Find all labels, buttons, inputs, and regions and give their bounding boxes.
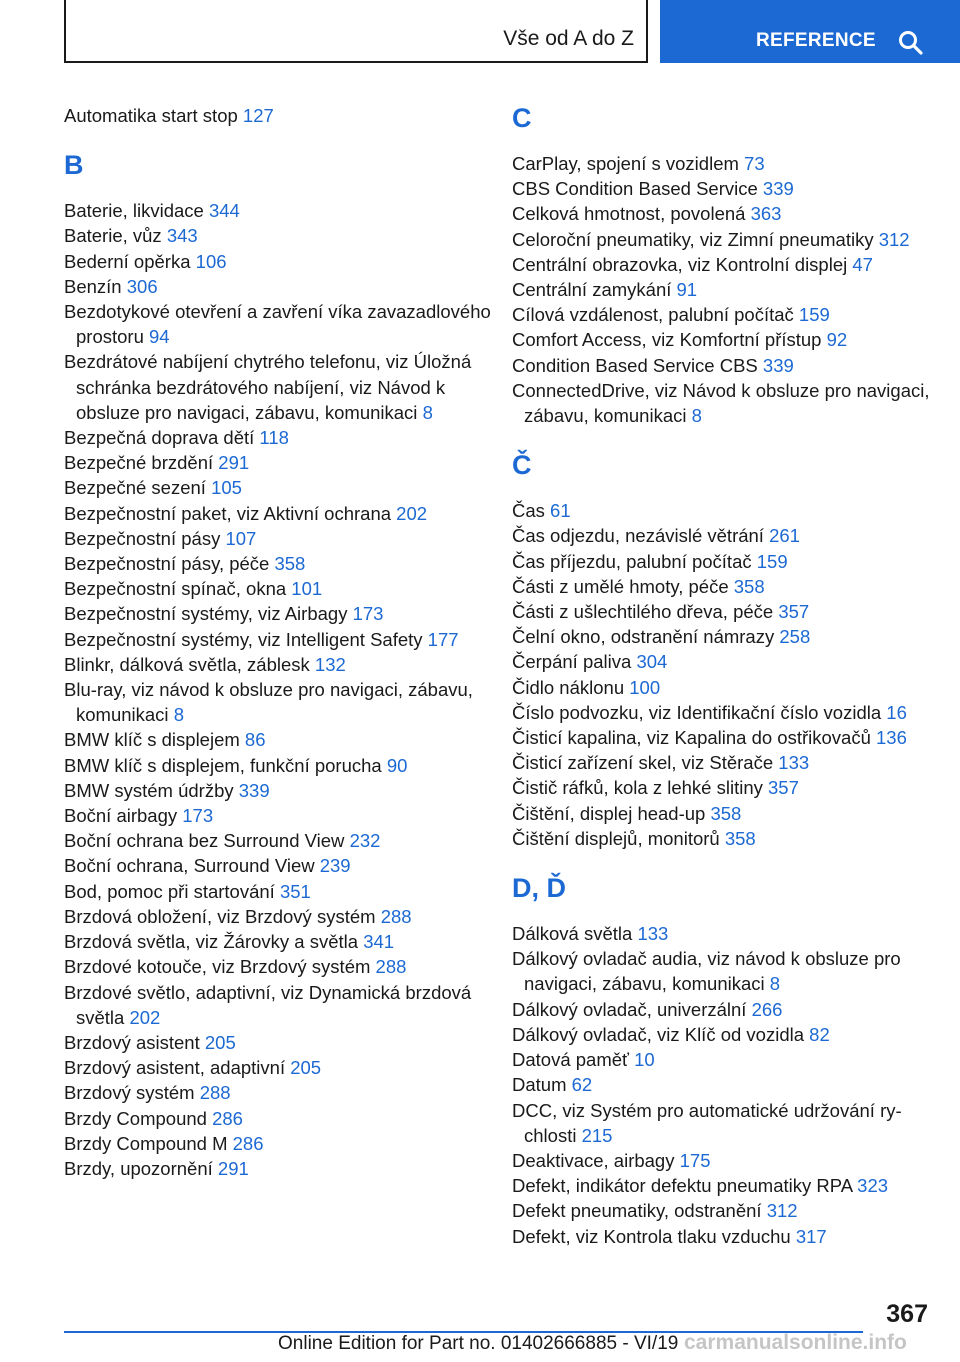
index-entry (512, 1198, 942, 1223)
index-entry-text: Boční ochrana bez Surround View (64, 830, 350, 852)
index-entry (512, 1098, 942, 1148)
reference-tab[interactable] (660, 0, 960, 63)
index-entry (512, 1072, 942, 1097)
section-letter: Č (512, 450, 532, 481)
page-reference-link[interactable]: 205 (290, 1057, 322, 1079)
index-entry (64, 103, 494, 128)
index-entry-text: Bezpečnostní pásy, péče (64, 553, 275, 575)
index-entry-text: Defekt, viz Kontrola tlaku vzduchu (512, 1225, 796, 1247)
index-entry (512, 675, 942, 700)
page-reference-link[interactable]: 86 (244, 729, 266, 751)
index-entry-text: Číslo podvozku, viz Identifikační číslo vozidla (512, 701, 887, 723)
index-entry (64, 879, 494, 904)
page-reference-link[interactable]: 363 (750, 203, 782, 225)
page-reference-link[interactable]: 258 (779, 626, 811, 648)
index-entry-text: Čištění displejů, monitorů (512, 827, 725, 849)
index-entry (512, 649, 942, 674)
index-entry-text: BMW klíč s displejem, funkční porucha (64, 754, 387, 776)
index-entry (64, 853, 494, 878)
index-entry (512, 1224, 942, 1249)
index-entry (512, 378, 942, 428)
index-entry (512, 327, 942, 352)
reference-tab-label: REFERENCE (756, 30, 876, 51)
index-entry-text: Brzdové kotouče, viz Brzdový systém (64, 956, 376, 978)
index-entry-text: Bod, pomoc při startování (64, 880, 280, 902)
page-reference-link[interactable]: 62 (571, 1074, 593, 1096)
page-reference-link[interactable]: 127 (242, 105, 274, 126)
index-entry-text: Bezpečnostní paket, viz Aktivní ochrana (64, 502, 397, 524)
index-entry (512, 353, 942, 378)
index-entry-text: BMW klíč s displejem (64, 729, 245, 751)
index-entry (64, 1030, 494, 1055)
page-reference-link[interactable]: 8 (173, 704, 184, 726)
page-reference-link[interactable]: 16 (886, 701, 907, 723)
page-reference-link[interactable]: 317 (795, 1225, 827, 1247)
page-reference-link[interactable]: 205 (204, 1031, 236, 1053)
page-reference-link[interactable]: 357 (768, 777, 799, 799)
page-reference-link[interactable]: 339 (238, 779, 270, 801)
index-entry (64, 1055, 494, 1080)
index-entry-text: Čidlo náklonu (512, 676, 630, 698)
watermark: carmanualsonline.info (684, 1331, 907, 1354)
page-reference-link[interactable]: 288 (380, 905, 412, 927)
page-reference-link[interactable]: 173 (352, 603, 384, 625)
page-reference-link[interactable]: 173 (182, 805, 214, 827)
index-column-left (64, 103, 494, 1181)
page-reference-link[interactable]: 90 (386, 754, 408, 776)
index-entry (64, 652, 494, 677)
index-entry (64, 980, 494, 1030)
index-entry-text: Dálkový ovladač, viz Klíč od vozidla (512, 1023, 810, 1045)
index-entry-text: Automatika start stop (64, 105, 243, 126)
page-reference-link[interactable]: 291 (217, 1157, 249, 1179)
index-entry-text: Bezpečnostní systémy, viz Intelligent Safety (64, 628, 428, 650)
page-reference-link[interactable]: 159 (798, 304, 830, 326)
index-entry-text: Brzdy Compound (64, 1107, 213, 1129)
index-entry-text: Boční ochrana, Surround View (64, 855, 320, 877)
page-reference-link[interactable]: 304 (636, 651, 668, 673)
page-reference-link[interactable]: 118 (259, 427, 289, 449)
index-entry-text: CarPlay, spojení s vozidlem (512, 153, 745, 174)
page-reference-link[interactable]: 202 (396, 502, 428, 524)
index-entry (64, 475, 494, 500)
page-reference-link[interactable]: 8 (769, 973, 781, 995)
page-reference-link[interactable]: 133 (637, 923, 669, 945)
page-reference-link[interactable]: 261 (769, 525, 800, 547)
index-entry (512, 826, 942, 851)
index-entry (64, 299, 494, 349)
page-reference-link[interactable]: 159 (756, 550, 788, 572)
index-entry-text: DCC, viz Systém pro automatické udržování rychlosti (512, 1099, 902, 1146)
index-entry-text: Čištění, displej head-up (512, 802, 711, 824)
page-reference-link[interactable]: 339 (762, 354, 794, 376)
index-entry-text: Blinkr, dálková světla, záblesk (64, 653, 315, 675)
index-entry (512, 498, 942, 523)
index-entry (512, 1047, 942, 1072)
index-entry (512, 700, 942, 725)
index-entry-text: Bezpečnostní spínač, okna (64, 578, 292, 600)
index-entry-text: Bezpečnostní pásy (64, 527, 226, 549)
index-entry-text: BMW systém údržby (64, 779, 239, 801)
index-entry (512, 921, 942, 946)
page-reference-link[interactable]: 175 (679, 1149, 711, 1171)
index-entry (512, 227, 942, 252)
index-entry (512, 1148, 942, 1173)
page-reference-link[interactable]: 341 (363, 931, 395, 953)
page-reference-link[interactable]: 136 (876, 727, 907, 749)
page-reference-link[interactable]: 101 (291, 578, 323, 600)
index-entry (512, 252, 942, 277)
index-entry (64, 601, 494, 626)
page-reference-link[interactable]: 239 (319, 855, 351, 877)
edition-text: Online Edition for Part no. 01402666885 - VI/19 (278, 1333, 679, 1354)
index-entry-text: Comfort Access, viz Komfortní přístup (512, 329, 827, 351)
index-entry-text: Dálkový ovladač audia, viz návod k obsluze pro navigaci, zábavu, komunikaci (512, 948, 901, 995)
index-entry (512, 523, 942, 548)
page-reference-link[interactable]: 94 (149, 326, 170, 348)
page-number: 367 (886, 1300, 928, 1328)
index-entry (512, 201, 942, 226)
index-entry-text: Čas příjezdu, palubní počítač (512, 550, 757, 572)
page-reference-link[interactable]: 339 (762, 178, 794, 200)
index-entry-text: Defekt, indikátor defektu pneumatiky RPA (512, 1175, 858, 1197)
page-reference-link[interactable]: 344 (208, 200, 240, 222)
index-entry (512, 946, 942, 996)
index-entry-text: Bezpečnostní systémy, viz Airbagy (64, 603, 353, 625)
index-entry (512, 277, 942, 302)
page-reference-link[interactable]: 107 (225, 527, 257, 549)
index-entry-text: Centrální obrazovka, viz Kontrolní displej (512, 253, 853, 275)
index-entry-text: Bezdrátové nabíjení chytrého telefonu, viz Úložná schránka bezdrátového nabíjení, viz Návod k obsluze pro navigaci, zábavu, komunikaci (64, 351, 472, 423)
page-reference-link[interactable]: 8 (691, 405, 702, 427)
index-entry (64, 450, 494, 475)
index-entry-text: Centrální zamykání (512, 279, 677, 301)
index-entry-text: ConnectedDrive, viz Návod k obsluze pro navigaci, zábavu, komunikaci (512, 379, 930, 427)
index-entry-text: Celková hmotnost, povolená (512, 203, 751, 225)
index-entry-text: Boční airbagy (64, 805, 183, 827)
index-entry-text: Cílová vzdálenost, palubní počítač (512, 304, 799, 326)
index-entry-text: Condition Based Service CBS (512, 354, 763, 376)
index-entry-text: Bezpečné sezení (64, 477, 212, 499)
index-entry-text: Brzdy Compound M (64, 1132, 233, 1154)
page-reference-link[interactable]: 132 (314, 653, 346, 675)
index-entry-text: Bezdotykové otevření a zavření víka zavazadlového prostoru (64, 301, 491, 348)
page-reference-link[interactable]: 10 (634, 1049, 655, 1071)
page-reference-link[interactable]: 343 (166, 225, 198, 247)
page-reference-link[interactable]: 106 (195, 250, 227, 272)
page-reference-link[interactable]: 358 (733, 575, 765, 597)
index-column-right (512, 103, 942, 1249)
index-entry (512, 599, 942, 624)
index-entry-text: Celoroční pneumatiky, viz Zimní pneumatiky (512, 228, 879, 250)
index-entry (64, 627, 494, 652)
index-entry-text: Datová paměť (512, 1049, 635, 1071)
index-entry-text: Brzdové světlo, adaptivní, viz Dynamická brzdová světla (64, 981, 472, 1028)
index-entry (512, 725, 942, 750)
index-entry-text: Bezpečné brzdění (64, 452, 219, 474)
index-entry-text: Čisticí zařízení skel, viz Stěrače (512, 752, 779, 774)
index-entry (64, 349, 494, 425)
page-reference-link[interactable]: 47 (852, 253, 873, 275)
page-reference-link[interactable]: 73 (744, 153, 765, 174)
index-entry (64, 954, 494, 979)
index-entry (64, 249, 494, 274)
index-entry (64, 1156, 494, 1181)
index-entry (64, 1080, 494, 1105)
index-entry (512, 302, 942, 327)
index-entry (64, 501, 494, 526)
index-entry (512, 775, 942, 800)
index-entry-text: Dálková světla (512, 923, 638, 945)
index-entry (512, 574, 942, 599)
index-entry (64, 425, 494, 450)
index-entry (64, 1131, 494, 1156)
page-reference-link[interactable]: 351 (279, 880, 311, 902)
page-reference-link[interactable]: 357 (778, 601, 810, 623)
index-entry-text: Části z umělé hmoty, péče (512, 575, 734, 597)
index-entry-text: Čerpání paliva (512, 651, 637, 673)
index-entry-text: Brzdová světla, viz Žárovky a světla (64, 931, 364, 953)
index-entry (64, 551, 494, 576)
index-entry (64, 274, 494, 299)
page-reference-link[interactable]: 232 (349, 830, 381, 852)
header-section-box (64, 0, 648, 63)
index-entry-text: Čistič ráfků, kola z lehké slitiny (512, 777, 769, 799)
page-reference-link[interactable]: 100 (629, 676, 661, 698)
index-entry-text: Benzín (64, 275, 127, 297)
page-reference-link[interactable]: 215 (581, 1124, 613, 1146)
index-entry-text: Části z ušlechtilého dřeva, péče (512, 601, 779, 623)
index-entry (64, 727, 494, 752)
index-entry-text: Brzdový asistent (64, 1031, 205, 1053)
page-reference-link[interactable]: 61 (550, 500, 571, 522)
page-reference-link[interactable]: 91 (676, 279, 698, 301)
index-entry-text: Brzdová obložení, viz Brzdový systém (64, 905, 381, 927)
index-entry (64, 929, 494, 954)
index-entry-text: Bederní opěrka (64, 250, 196, 272)
index-entry-text: Bezpečná doprava dětí (64, 427, 260, 449)
page-reference-link[interactable]: 323 (857, 1175, 889, 1197)
index-entry-text: CBS Condition Based Service (512, 178, 763, 200)
page-reference-link[interactable]: 358 (710, 802, 742, 824)
page-reference-link[interactable]: 358 (724, 827, 756, 849)
index-entry-text: Čisticí kapalina, viz Kapalina do ostřikovačů (512, 727, 877, 749)
index-entry-text: Dálkový ovladač, univerzální (512, 998, 752, 1020)
section-letter: B (64, 150, 84, 181)
index-entry (512, 801, 942, 826)
page-reference-link[interactable]: 306 (126, 275, 158, 297)
page-reference-link[interactable]: 312 (766, 1200, 798, 1222)
index-entry (512, 624, 942, 649)
page-reference-link[interactable]: 133 (778, 752, 810, 774)
section-letter: C (512, 103, 532, 133)
page-reference-link[interactable]: 82 (809, 1023, 830, 1045)
index-entry-text: Čas odjezdu, nezávislé větrání (512, 525, 770, 547)
index-entry (64, 828, 494, 853)
index-entry (64, 1106, 494, 1131)
index-entry (512, 1022, 942, 1047)
index-entry-text: Brzdový asistent, adaptivní (64, 1057, 291, 1079)
section-title: Vše od A do Z (503, 27, 634, 50)
index-entry-text: Defekt pneumatiky, odstranění (512, 1200, 767, 1222)
index-entry-text: Baterie, likvidace (64, 200, 209, 222)
page-reference-link[interactable]: 8 (422, 401, 433, 423)
page-reference-link[interactable]: 288 (199, 1082, 231, 1104)
index-entry (64, 576, 494, 601)
page-reference-link[interactable]: 288 (375, 956, 407, 978)
index-entry-text: Blu-ray, viz návod k obsluze pro navigaci, zábavu, komunikaci (64, 679, 473, 726)
index-entry (64, 904, 494, 929)
index-entry (512, 176, 942, 201)
index-entry (64, 526, 494, 551)
index-entry-text: Brzdy, upozornění (64, 1157, 218, 1179)
search-icon[interactable] (898, 30, 924, 56)
page-reference-link[interactable]: 291 (218, 452, 250, 474)
page-reference-link[interactable]: 286 (232, 1132, 264, 1154)
page-reference-link[interactable]: 92 (826, 329, 848, 351)
page-reference-link[interactable]: 358 (274, 553, 306, 575)
index-entry (64, 223, 494, 248)
index-entry (64, 677, 494, 727)
index-entry-text: Baterie, vůz (64, 225, 167, 247)
index-entry-text: Čas (512, 500, 551, 522)
index-entry (512, 549, 942, 574)
index-entry (512, 997, 942, 1022)
page-reference-link[interactable]: 312 (878, 228, 910, 250)
index-entry-text: Deaktivace, airbagy (512, 1149, 680, 1171)
index-entry-text: Čelní okno, odstranění námrazy (512, 626, 780, 648)
page-reference-link[interactable]: 202 (129, 1006, 161, 1028)
page-reference-link[interactable]: 105 (211, 477, 242, 499)
page-reference-link[interactable]: 266 (751, 998, 783, 1020)
page-reference-link[interactable]: 177 (427, 628, 459, 650)
index-entry (512, 750, 942, 775)
index-entry-text: Datum (512, 1074, 572, 1096)
index-entry (512, 151, 942, 176)
index-entry (64, 803, 494, 828)
index-entry (512, 1173, 942, 1198)
section-letter: D, Ď (512, 873, 566, 904)
index-entry (64, 778, 494, 803)
index-entry (64, 753, 494, 778)
index-entry (64, 198, 494, 223)
index-entry-text: Brzdový systém (64, 1082, 200, 1104)
page-reference-link[interactable]: 286 (212, 1107, 243, 1129)
